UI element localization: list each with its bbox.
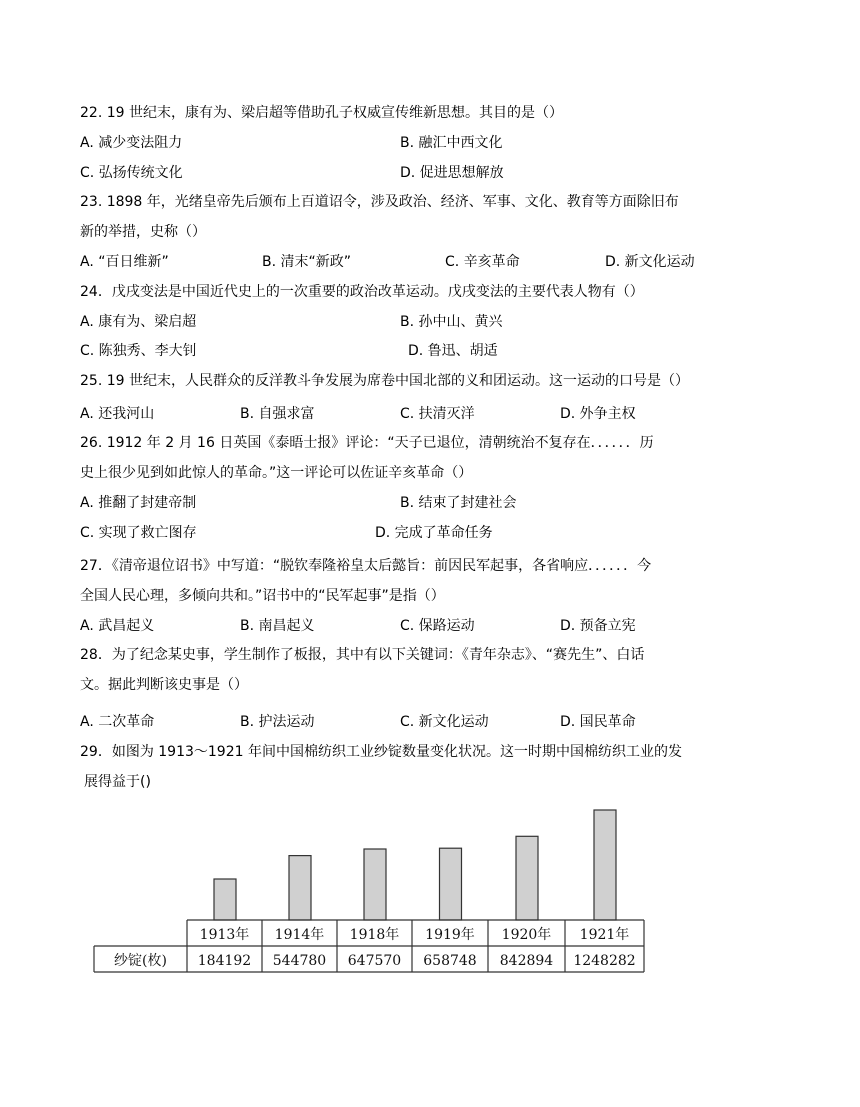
q26-option-c[interactable]: C. 实现了救亡图存 [80, 525, 197, 541]
q28-stem-line-1: 28．为了纪念某史事，学生制作了板报，其中有以下关键词：《青年杂志》、“赛先生”、白话 [80, 647, 645, 663]
q28-option-c[interactable]: C. 新文化运动 [400, 714, 489, 730]
row-header-spindles: 纱锭(枚) [114, 953, 167, 969]
q26-option-b[interactable]: B. 结束了封建社会 [400, 495, 517, 511]
q22-option-a[interactable]: A. 减少变法阻力 [80, 135, 183, 151]
q22-option-c[interactable]: C. 弘扬传统文化 [80, 165, 183, 181]
q22-option-b[interactable]: B. 融汇中西文化 [400, 135, 503, 151]
q23-stem-line-1: 23. 1898 年，光绪皇帝先后颁布上百道诏令，涉及政治、经济、军事、文化、教育等方面除旧布 [80, 194, 679, 210]
year-label: 1914年 [274, 927, 325, 943]
bar-1919年 [440, 848, 462, 920]
q29-stem-line-1: 29．如图为 1913～1921 年间中国棉纺织工业纱锭数量变化状况。这一时期中国棉纺织工业的发 [80, 744, 682, 760]
value-label: 842894 [499, 953, 554, 969]
q24-option-d[interactable]: D. 鲁迅、胡适 [408, 343, 498, 359]
q27-option-a[interactable]: A. 武昌起义 [80, 618, 155, 634]
q25-option-c[interactable]: C. 扶清灭洋 [400, 406, 475, 422]
q22-stem: 22. 19 世纪末，康有为、梁启超等借助孔子权威宣传维新思想。其目的是（） [80, 105, 563, 121]
q23-option-d[interactable]: D. 新文化运动 [605, 254, 695, 270]
year-label: 1913年 [199, 927, 250, 943]
q29-stem-line-2: 展得益于() [84, 774, 151, 790]
q26-option-a[interactable]: A. 推翻了封建帝制 [80, 495, 197, 511]
q22-option-d[interactable]: D. 促进思想解放 [400, 165, 504, 181]
q23-stem-line-2: 新的举措，史称（） [80, 224, 206, 240]
year-label: 1918年 [349, 927, 400, 943]
q24-option-b[interactable]: B. 孙中山、黄兴 [400, 314, 503, 330]
q27-option-c[interactable]: C. 保路运动 [400, 618, 475, 634]
value-label: 647570 [347, 953, 402, 969]
q28-option-d[interactable]: D. 国民革命 [560, 714, 636, 730]
bar-1920年 [516, 836, 538, 920]
q27-stem-line-2: 全国人民心理，多倾向共和。”诏书中的“民军起事”是指（） [80, 588, 445, 604]
year-label: 1921年 [579, 927, 630, 943]
q26-stem-line-2: 史上很少见到如此惊人的革命。”这一评论可以佐证辛亥革命（） [80, 465, 473, 481]
q26-stem-line-1: 26. 1912 年 2 月 16 日英国《泰晤士报》评论：“天子已退位，清朝统治不复存在．．．．．．历 [80, 435, 654, 451]
q24-option-c[interactable]: C. 陈独秀、李大钊 [80, 343, 197, 359]
value-label: 658748 [423, 953, 477, 969]
q23-option-b[interactable]: B. 清末“新政” [262, 254, 352, 270]
q28-option-b[interactable]: B. 护法运动 [240, 714, 315, 730]
q25-stem: 25. 19 世纪末，人民群众的反洋教斗争发展为席卷中国北部的义和团运动。这一运动的口号是（） [80, 373, 689, 389]
year-label: 1919年 [425, 927, 475, 943]
q28-stem-line-2: 文。据此判断该史事是（） [80, 677, 248, 693]
q24-option-a[interactable]: A. 康有为、梁启超 [80, 314, 197, 330]
bar-1914年 [289, 856, 311, 920]
q25-option-a[interactable]: A. 还我河山 [80, 406, 155, 422]
q23-option-a[interactable]: A. “百日维新” [80, 254, 169, 270]
year-label: 1920年 [501, 927, 552, 943]
chart-bars [214, 810, 616, 920]
q25-option-d[interactable]: D. 外争主权 [560, 406, 636, 422]
q24-stem: 24．戊戌变法是中国近代史上的一次重要的政治改革运动。戊戌变法的主要代表人物有（） [80, 284, 644, 300]
q27-option-b[interactable]: B. 南昌起义 [240, 618, 315, 634]
q26-option-d[interactable]: D. 完成了革命任务 [375, 525, 493, 541]
q27-option-d[interactable]: D. 预备立宪 [560, 618, 636, 634]
q23-option-c[interactable]: C. 辛亥革命 [445, 254, 520, 270]
bar-1921年 [594, 810, 616, 920]
value-label: 184192 [197, 953, 252, 969]
q28-option-a[interactable]: A. 二次革命 [80, 714, 155, 730]
q27-stem-line-1: 27．《清帝退位诏书》中写道：“脱钦奉隆裕皇太后懿旨：前因民军起事，各省响应．．．．．．今 [80, 558, 652, 574]
value-label: 1248282 [573, 953, 636, 969]
chart-table [94, 920, 644, 972]
bar-1913年 [214, 879, 236, 920]
value-label: 544780 [272, 953, 327, 969]
bar-1918年 [364, 849, 386, 920]
q25-option-b[interactable]: B. 自强求富 [240, 406, 315, 422]
